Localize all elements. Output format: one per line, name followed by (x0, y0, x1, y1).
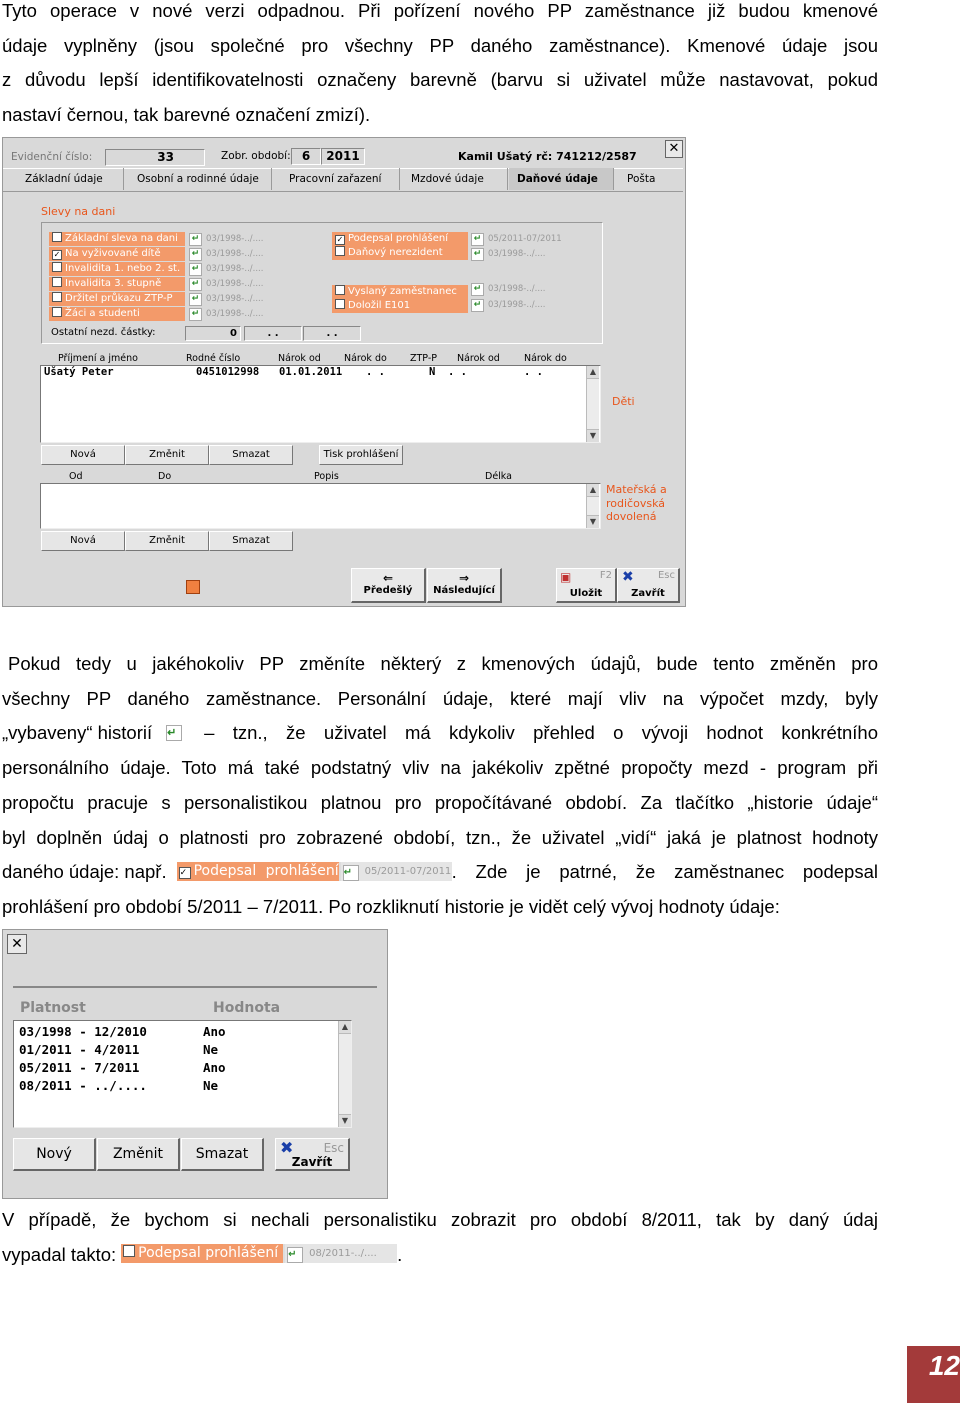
tab-tax[interactable]: Daňové údaje (509, 168, 614, 190)
history-period: 03/1998-../.... (488, 284, 546, 294)
history-window (2, 929, 388, 1199)
check-label: Žáci a studenti (65, 308, 140, 319)
leave-edit-button[interactable]: Změnit (125, 531, 209, 551)
check-basic-relief[interactable] (49, 232, 185, 246)
children-edit-button[interactable]: Změnit (125, 445, 209, 465)
checkbox[interactable] (52, 307, 62, 317)
col-header-name: Příjmení a jméno (58, 353, 138, 364)
history-icon[interactable]: ↵ (189, 263, 202, 276)
tab-salary[interactable]: Mzdové údaje (403, 168, 508, 190)
example-signed-declaration (177, 862, 452, 881)
history-new-button[interactable]: Nový (13, 1138, 96, 1171)
col-header-value: Hodnota (213, 1000, 281, 1016)
history-delete-button[interactable]: Smazat (181, 1138, 264, 1171)
cell-name: Ušatý Peter (44, 366, 114, 378)
leave-new-button[interactable]: Nová (41, 531, 125, 551)
leave-delete-button[interactable]: Smazat (209, 531, 293, 551)
col-header-from: Od (69, 471, 83, 482)
history-paragraph (2, 647, 878, 925)
checkbox[interactable]: ✓ (336, 235, 344, 244)
cell-value: Ne (203, 1042, 219, 1057)
next-button[interactable] (427, 568, 502, 603)
period-year-field[interactable]: 2011 (321, 148, 365, 165)
divider (13, 986, 377, 988)
intro-line: údaje vyplněny (jsou společné pro všechny PP daného zaměstnance). Kmenové údaje jsou (2, 34, 878, 56)
save-button[interactable] (556, 568, 617, 603)
check-label: Doložil E101 (348, 300, 411, 311)
cell-period: 05/2011 - 7/2011 (19, 1060, 140, 1075)
close-label: Zavřít (631, 588, 665, 599)
check-e101[interactable] (332, 299, 468, 313)
tab-basic[interactable]: Základní údaje (17, 168, 124, 190)
cell-ztp-p: N (429, 366, 436, 378)
close-icon[interactable]: ✕ (7, 934, 27, 954)
evid-number-field[interactable]: 33 (105, 149, 205, 166)
close-shortcut: Esc (323, 1141, 344, 1155)
children-list[interactable] (40, 365, 601, 443)
final-paragraph (2, 1203, 878, 1272)
history-icon[interactable]: ↵ (189, 248, 202, 261)
scroll-up-icon[interactable]: ▲ (339, 1021, 351, 1034)
checkbox[interactable] (52, 232, 62, 242)
history-icon[interactable]: ↵ (189, 308, 202, 321)
period-label: Zobr. období: (221, 150, 291, 162)
leave-list[interactable] (40, 483, 601, 529)
example-period: 05/2011-07/2011 (364, 866, 452, 878)
scroll-down-icon[interactable]: ▼ (339, 1114, 351, 1127)
checkbox[interactable]: ✓ (53, 250, 61, 259)
previous-label: Předešlý (363, 585, 413, 596)
check-students[interactable] (49, 307, 185, 321)
previous-icon: ⇐ (382, 571, 394, 585)
paragraph-line: V případě, že bychom si nechali personalistiku zobrazit pro období 8/2011, tak by daný údaj (2, 1209, 878, 1230)
children-delete-button[interactable]: Smazat (209, 445, 293, 465)
checkbox (123, 1245, 135, 1257)
evid-label: Evidenční číslo: (11, 151, 93, 163)
history-period: 03/1998-../.... (206, 264, 264, 274)
history-icon[interactable]: ↵ (189, 293, 202, 306)
history-icon[interactable]: ↵ (471, 299, 484, 312)
print-declaration-button[interactable]: Tisk prohlášení (319, 445, 403, 465)
cell-value: Ano (203, 1060, 226, 1075)
col-header-claim-from: Nárok od (278, 353, 321, 364)
history-icon: ↵ (343, 865, 359, 881)
check-label: Invalidita 1. nebo 2. st. (65, 263, 181, 274)
close-shortcut: Esc (657, 570, 675, 581)
scroll-down-icon[interactable]: ▼ (587, 515, 599, 528)
check-dependent-child[interactable] (49, 247, 185, 261)
check-disability-3[interactable] (49, 277, 185, 291)
close-label: Zavřít (291, 1155, 333, 1169)
close-x-icon: ✖ (622, 569, 634, 585)
scroll-down-icon[interactable]: ▼ (587, 429, 599, 442)
tab-personal[interactable]: Osobní a rodinné údaje (129, 168, 272, 190)
checkbox[interactable] (52, 292, 62, 302)
other-amounts-date2[interactable]: . . (303, 326, 361, 341)
history-period: 03/1998-../.... (488, 300, 546, 310)
history-period: 03/1998-../.... (206, 294, 264, 304)
tax-data-window (2, 137, 686, 607)
color-indicator[interactable] (186, 580, 200, 594)
intro-line: Tyto operace v nové verzi odpadnou. Při pořízení nového PP zaměstnance již budou kmenové (2, 0, 878, 21)
table-row[interactable] (41, 366, 586, 380)
history-scrollbar[interactable] (338, 1021, 351, 1127)
example-label: Podepsal prohlášení (193, 863, 339, 880)
history-icon[interactable]: ↵ (471, 283, 484, 296)
paragraph-line (2, 855, 878, 890)
page-number-underline (907, 1400, 960, 1403)
col-header-ztp-p: ZTP-P (410, 353, 437, 364)
paragraph-line (2, 716, 878, 751)
text-fragment: daného údaje: např. (2, 861, 167, 883)
history-icon[interactable]: ↵ (189, 233, 202, 246)
history-edit-button[interactable]: Změnit (97, 1138, 180, 1171)
history-icon[interactable]: ↵ (189, 278, 202, 291)
col-header-to: Do (158, 471, 172, 482)
scroll-up-icon[interactable]: ▲ (587, 484, 599, 497)
col-header-claim-from-2: Nárok od (457, 353, 500, 364)
col-header-validity: Platnost (20, 1000, 86, 1016)
paragraph-line: propočtu pracuje s personalistikou platnou pro propočítávané období. Za tlačítko „historie údaje“ (2, 791, 878, 813)
tab-mail[interactable]: Pošta (627, 173, 656, 185)
cell-claim-from: 01.01.2011 (279, 366, 343, 378)
close-icon[interactable]: ✕ (665, 140, 683, 158)
history-icon[interactable]: ↵ (471, 233, 484, 246)
save-label: Uložit (569, 588, 603, 599)
history-icon: ↵ (166, 725, 182, 741)
paragraph-line: prohlášení pro období 5/2011 – 7/2011. Po rozkliknutí historie je vidět celý vývoj hodnoty údaje: (2, 895, 780, 917)
cell-value: Ne (203, 1078, 219, 1093)
checkbox[interactable] (335, 299, 345, 309)
example-history (341, 862, 452, 881)
example-unsigned-declaration (121, 1244, 397, 1263)
children-label: Děti (612, 395, 635, 408)
checkbox[interactable] (335, 246, 345, 256)
cell-period: 03/1998 - 12/2010 (19, 1024, 147, 1039)
cell-birth-number: 0451012998 (196, 366, 260, 378)
cell-period: 01/2011 - 4/2011 (19, 1042, 140, 1057)
intro-line: nastaví černou, tak barevné označení zmizí). (2, 104, 371, 126)
history-period: 05/2011-07/2011 (488, 234, 562, 244)
checkbox[interactable] (52, 277, 62, 287)
previous-button[interactable] (351, 568, 426, 603)
check-tax-nonresident[interactable] (332, 246, 468, 260)
intro-line: z důvodu lepší identifikovatelnosti označeny barevně (barvu si uživatel může nastavovat, pokud (2, 69, 878, 91)
text-group (166, 716, 878, 751)
next-icon: ⇒ (458, 571, 470, 585)
check-label: Daňový nerezident (348, 247, 443, 258)
cell-claim-to-2: . . (524, 366, 543, 378)
col-header-length: Délka (485, 471, 512, 482)
history-period: 03/1998-../.... (206, 279, 264, 289)
cell-value: Ano (203, 1024, 226, 1039)
check-label: Základní sleva na dani (65, 233, 178, 244)
tax-relief-group-title: Slevy na dani (41, 205, 116, 218)
history-period: 03/1998-../.... (488, 249, 546, 259)
check-signed-declaration[interactable] (332, 232, 468, 246)
history-list[interactable] (13, 1020, 352, 1128)
save-shortcut: F2 (599, 570, 612, 581)
check-posted-employee[interactable] (332, 285, 468, 299)
intro-paragraph (2, 0, 878, 133)
history-icon[interactable]: ↵ (471, 248, 484, 261)
checkbox: ✓ (179, 867, 191, 879)
text-fragment: „vybaveny“ historií (2, 722, 153, 744)
other-amounts-date1[interactable]: . . (244, 326, 302, 341)
example-label: Podepsal prohlášení (138, 1244, 279, 1261)
close-button[interactable] (617, 568, 680, 603)
check-label: Držitel průkazu ZTP-P (65, 293, 173, 304)
next-label: Následující (433, 585, 495, 596)
check-label: Vyslaný zaměstnanec (348, 286, 457, 297)
example-period: 08/2011-../.... (309, 1247, 377, 1259)
example-check (121, 1244, 283, 1263)
paragraph-line: všechny PP daného zaměstnance. Personální údaje, které mají vliv na výpočet mzdy, byly (2, 687, 878, 709)
example-check (177, 862, 339, 881)
col-header-claim-to-2: Nárok do (524, 353, 567, 364)
period-month-field[interactable]: 6 (291, 148, 321, 165)
save-icon: ▣ (560, 570, 572, 584)
paragraph-line: personálního údaje. Toto má také podstatný vliv na jakékoliv zpětné propočty mezd - program při (2, 757, 878, 779)
scroll-up-icon[interactable]: ▲ (587, 366, 599, 379)
example-history (285, 1244, 397, 1263)
children-new-button[interactable]: Nová (41, 445, 125, 465)
checkbox[interactable] (52, 262, 62, 272)
other-amounts-field[interactable]: 0 (185, 326, 241, 341)
text-fragment: . Zde je patrné, že zaměstnanec podepsal (451, 861, 878, 883)
check-label: Invalidita 3. stupně (65, 278, 162, 289)
text-fragment: . (397, 1243, 403, 1265)
paragraph-line (2, 1238, 878, 1273)
check-label: Podepsal prohlášení (348, 233, 449, 244)
maternity-leave-label: Mateřská a rodičovská dovolená (606, 483, 667, 523)
history-period: 03/1998-../.... (206, 234, 264, 244)
page-number: 12 (907, 1346, 960, 1402)
cell-claim-from-2: . . (448, 366, 467, 378)
history-close-button[interactable] (275, 1138, 350, 1171)
tab-work[interactable]: Pracovní zařazení (281, 168, 400, 190)
col-header-description: Popis (314, 471, 339, 482)
children-scrollbar[interactable] (586, 366, 599, 442)
history-period: 03/1998-../.... (206, 309, 264, 319)
checkbox[interactable] (335, 285, 345, 295)
check-ztp-p[interactable] (49, 292, 185, 306)
text-fragment: vypadal takto: (2, 1243, 117, 1265)
check-label: Na vyživované dítě (65, 248, 161, 259)
leave-scrollbar[interactable] (586, 484, 599, 528)
paragraph-line: Pokud tedy u jakéhokoliv PP změníte některý z kmenových údajů, bude tento změněn pro (8, 653, 878, 674)
check-disability-1-2[interactable] (49, 262, 185, 276)
col-header-claim-to: Nárok do (344, 353, 387, 364)
history-period: 03/1998-../.... (206, 249, 264, 259)
other-amounts-label: Ostatní nezd. částky: (51, 327, 156, 338)
employee-name: Kamil Ušatý rč: 741212/2587 (458, 150, 637, 163)
history-icon: ↵ (287, 1247, 303, 1263)
paragraph-line: byl doplněn údaj o platnosti pro zobrazené období, tzn., že uživatel „vidí“ jaká je platnost hodnoty (2, 826, 878, 848)
cell-period: 08/2011 - ../.... (19, 1078, 147, 1093)
text-fragment: – tzn., že uživatel má kdykoliv přehled o vývoji hodnot konkrétního (204, 722, 878, 744)
close-x-icon: ✖ (280, 1138, 294, 1157)
col-header-birth-number: Rodné číslo (186, 353, 241, 364)
cell-claim-to: . . (366, 366, 385, 378)
